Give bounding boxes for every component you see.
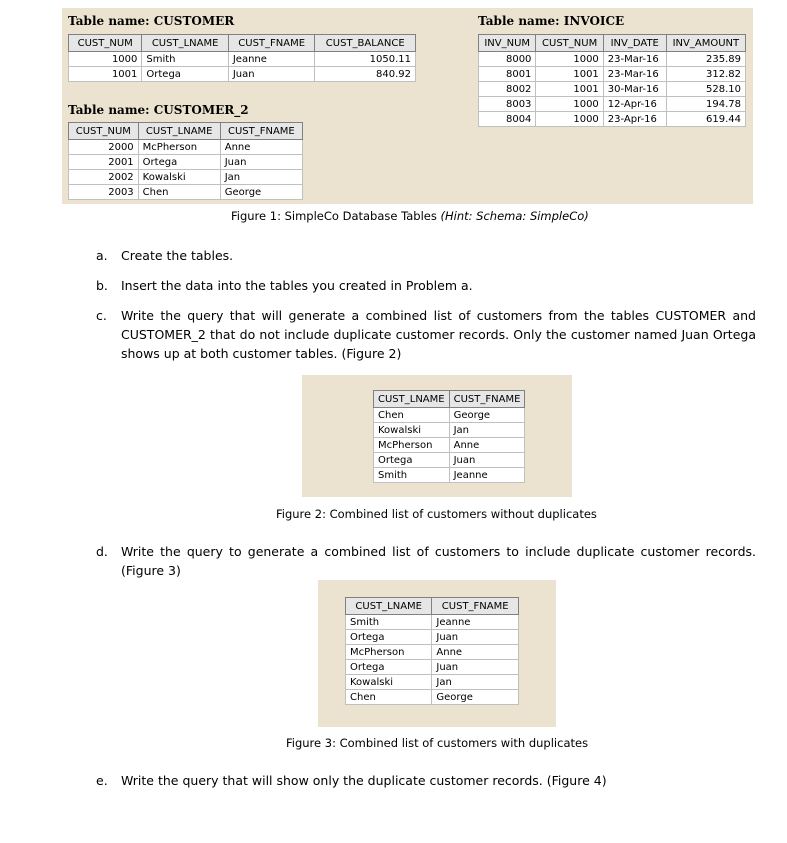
column-header: CUST_FNAME: [449, 391, 525, 408]
table-cell: Anne: [220, 140, 302, 155]
table-cell: McPherson: [138, 140, 220, 155]
table-cell: George: [432, 690, 519, 705]
table-cell: 528.10: [666, 82, 745, 97]
table-cell: 2001: [69, 155, 139, 170]
column-header: CUST_LNAME: [138, 123, 220, 140]
customer-table: [68, 34, 416, 82]
table-row: [346, 615, 519, 630]
figure1-caption-main: Figure 1: SimpleCo Database Tables: [231, 209, 441, 223]
table-cell: Jeanne: [432, 615, 519, 630]
figure3-caption: Figure 3: Combined list of customers with duplicates: [286, 736, 589, 750]
table-cell: 1000: [536, 52, 603, 67]
figure2-table: [373, 390, 525, 483]
table-row: [69, 140, 303, 155]
item-b-label: b.: [96, 278, 108, 293]
item-e-text: Write the query that will show only the duplicate customer records. (Figure 4): [121, 773, 607, 788]
header-row: [479, 35, 746, 52]
column-header: CUST_FNAME: [432, 598, 519, 615]
table-row: [69, 52, 416, 67]
table-cell: Juan: [228, 67, 315, 82]
item-c: [96, 306, 756, 363]
column-header: INV_AMOUNT: [666, 35, 745, 52]
table-cell: 8000: [479, 52, 536, 67]
table-cell: Smith: [142, 52, 228, 67]
table-cell: 1001: [536, 82, 603, 97]
item-b-text: Insert the data into the tables you created in Problem a.: [121, 278, 473, 293]
table-cell: Ortega: [374, 453, 450, 468]
column-header: CUST_NUM: [536, 35, 603, 52]
item-d-label: d.: [96, 544, 108, 559]
table-cell: 194.78: [666, 97, 745, 112]
item-e-label: e.: [96, 773, 108, 788]
table-cell: Kowalski: [374, 423, 450, 438]
table-cell: George: [449, 408, 525, 423]
figure2-caption: Figure 2: Combined list of customers without duplicates: [276, 507, 597, 521]
table-cell: 2002: [69, 170, 139, 185]
table-row: [69, 67, 416, 82]
table-row: [374, 438, 525, 453]
table-cell: 8004: [479, 112, 536, 127]
table-row: [479, 112, 746, 127]
column-header: CUST_LNAME: [346, 598, 432, 615]
column-header: CUST_BALANCE: [315, 35, 416, 52]
table-cell: Jeanne: [228, 52, 315, 67]
table-cell: Chen: [138, 185, 220, 200]
table-row: [346, 690, 519, 705]
table-row: [69, 185, 303, 200]
table-cell: Smith: [346, 615, 432, 630]
table-cell: Ortega: [142, 67, 228, 82]
table-row: [374, 453, 525, 468]
table-cell: Jan: [432, 675, 519, 690]
table-cell: Chen: [374, 408, 450, 423]
table-cell: 23-Mar-16: [603, 67, 666, 82]
table-cell: Juan: [220, 155, 302, 170]
item-c-label: c.: [96, 308, 107, 323]
column-header: CUST_FNAME: [228, 35, 315, 52]
table-cell: 235.89: [666, 52, 745, 67]
figure3-table: [345, 597, 519, 705]
column-header: CUST_NUM: [69, 35, 142, 52]
item-a-label: a.: [96, 248, 108, 263]
item-e: [96, 771, 756, 790]
table-cell: Anne: [432, 645, 519, 660]
table-cell: George: [220, 185, 302, 200]
table-row: [479, 52, 746, 67]
table-row: [479, 82, 746, 97]
table-cell: 619.44: [666, 112, 745, 127]
header-row: [374, 391, 525, 408]
table-cell: 840.92: [315, 67, 416, 82]
table-cell: Juan: [432, 660, 519, 675]
table-cell: Ortega: [346, 660, 432, 675]
table-cell: Jan: [449, 423, 525, 438]
table-row: [346, 675, 519, 690]
figure1-caption: [231, 209, 589, 223]
table-cell: Smith: [374, 468, 450, 483]
table-cell: Kowalski: [346, 675, 432, 690]
item-c-text: Write the query that will generate a combined list of customers from the tables CUSTOMER and CUSTOMER_2 that do not include duplicate customer records. Only the customer named Juan Ortega shows up at both customer tables. (Figure 2): [121, 308, 756, 361]
column-header: CUST_FNAME: [220, 123, 302, 140]
header-row: [346, 598, 519, 615]
table-row: [479, 67, 746, 82]
table-cell: McPherson: [374, 438, 450, 453]
table-row: [374, 468, 525, 483]
invoice-table-title: Table name: INVOICE: [478, 14, 625, 28]
table-cell: 1001: [536, 67, 603, 82]
table-row: [346, 645, 519, 660]
table-cell: 1000: [536, 112, 603, 127]
invoice-table: [478, 34, 746, 127]
table-cell: Ortega: [346, 630, 432, 645]
table-row: [374, 408, 525, 423]
table-cell: 2003: [69, 185, 139, 200]
customer2-table-title: Table name: CUSTOMER_2: [68, 103, 249, 117]
column-header: CUST_LNAME: [374, 391, 450, 408]
table-cell: Juan: [432, 630, 519, 645]
table-cell: 23-Mar-16: [603, 52, 666, 67]
table-cell: 8002: [479, 82, 536, 97]
table-row: [374, 423, 525, 438]
table-row: [479, 97, 746, 112]
table-cell: Juan: [449, 453, 525, 468]
customer-table-title: Table name: CUSTOMER: [68, 14, 235, 28]
table-cell: 30-Mar-16: [603, 82, 666, 97]
table-cell: 8001: [479, 67, 536, 82]
table-cell: Anne: [449, 438, 525, 453]
table-cell: 8003: [479, 97, 536, 112]
table-cell: Jeanne: [449, 468, 525, 483]
table-cell: McPherson: [346, 645, 432, 660]
header-row: [69, 35, 416, 52]
table-row: [69, 155, 303, 170]
table-row: [346, 660, 519, 675]
column-header: CUST_NUM: [69, 123, 139, 140]
customer2-table: [68, 122, 303, 200]
table-cell: 23-Apr-16: [603, 112, 666, 127]
item-d: [96, 542, 756, 580]
column-header: INV_NUM: [479, 35, 536, 52]
figure1-caption-hint: (Hint: Schema: SimpleCo): [440, 209, 589, 223]
table-cell: 1000: [536, 97, 603, 112]
table-cell: 312.82: [666, 67, 745, 82]
table-cell: Ortega: [138, 155, 220, 170]
item-a: [96, 246, 756, 265]
column-header: INV_DATE: [603, 35, 666, 52]
table-cell: Kowalski: [138, 170, 220, 185]
table-cell: 1000: [69, 52, 142, 67]
table-cell: 12-Apr-16: [603, 97, 666, 112]
table-cell: Jan: [220, 170, 302, 185]
table-row: [69, 170, 303, 185]
table-cell: 1001: [69, 67, 142, 82]
item-d-text: Write the query to generate a combined list of customers to include duplicate customer records. (Figure 3): [121, 544, 756, 578]
table-row: [346, 630, 519, 645]
table-cell: Chen: [346, 690, 432, 705]
table-cell: 1050.11: [315, 52, 416, 67]
item-a-text: Create the tables.: [121, 248, 234, 263]
item-b: [96, 276, 756, 295]
column-header: CUST_LNAME: [142, 35, 228, 52]
header-row: [69, 123, 303, 140]
table-cell: 2000: [69, 140, 139, 155]
